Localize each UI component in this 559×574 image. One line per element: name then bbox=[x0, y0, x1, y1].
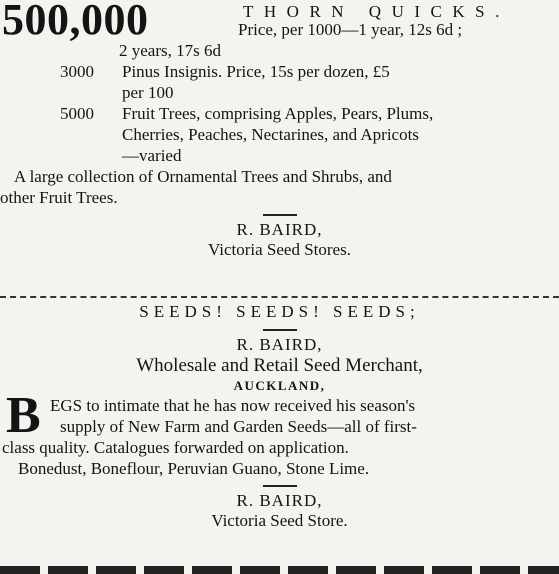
merchant-place: AUCKLAND, bbox=[233, 378, 326, 393]
closing-signature-name: R. BAIRD, bbox=[236, 491, 323, 510]
fruit-qty: 5000 bbox=[60, 104, 94, 123]
quantity-headline: 500,000 bbox=[2, 0, 149, 44]
pinus-item bbox=[0, 61, 559, 103]
bottom-border bbox=[0, 566, 559, 574]
drop-cap: B bbox=[6, 387, 41, 444]
fruit-line-1: Fruit Trees, comprising Apples, Pears, Plums, bbox=[122, 104, 434, 123]
fruit-item bbox=[0, 103, 559, 166]
merchant-name: R. BAIRD, bbox=[236, 335, 323, 354]
signature-rule bbox=[263, 214, 297, 216]
advertisement-divider bbox=[0, 296, 559, 298]
signature-place: Victoria Seed Stores. bbox=[208, 240, 351, 259]
thorn-price-line-1: Price, per 1000—1 year, 12s 6d ; bbox=[238, 20, 463, 39]
collection-line-2: other Fruit Trees. bbox=[0, 188, 118, 207]
begs-line-1: EGS to intimate that he has now received his season's bbox=[50, 396, 416, 415]
fruit-line-3: —varied bbox=[122, 146, 182, 165]
closing-rule bbox=[263, 485, 297, 487]
thorn-quicks-heading: THORN QUICKS. bbox=[243, 2, 510, 21]
seeds-heading: SEEDS! SEEDS! SEEDS; bbox=[139, 302, 420, 321]
pinus-qty: 3000 bbox=[60, 62, 94, 81]
pinus-line-2: per 100 bbox=[122, 83, 174, 102]
collection-paragraph bbox=[0, 166, 559, 208]
thorn-quicks-advertisement bbox=[0, 0, 559, 260]
begs-line-4: Bonedust, Boneflour, Peruvian Guano, Stone Lime. bbox=[18, 459, 370, 478]
begs-paragraph bbox=[0, 387, 559, 444]
closing-signature-place: Victoria Seed Store. bbox=[211, 511, 348, 530]
collection-line-1: A large collection of Ornamental Trees and Shrubs, and bbox=[14, 167, 392, 186]
heading-rule bbox=[263, 329, 297, 331]
begs-line-3: class quality. Catalogues forwarded on application. bbox=[2, 438, 349, 457]
pinus-line-1: Pinus Insignis. Price, 15s per dozen, £5 bbox=[122, 62, 390, 81]
seeds-advertisement bbox=[0, 301, 559, 531]
signature-name: R. BAIRD, bbox=[236, 220, 323, 239]
merchant-title: Wholesale and Retail Seed Merchant, bbox=[136, 355, 423, 376]
fruit-line-2: Cherries, Peaches, Nectarines, and Apricots bbox=[122, 125, 419, 144]
thorn-price-line-2: 2 years, 17s 6d bbox=[119, 41, 221, 60]
ad1-header bbox=[0, 0, 559, 44]
begs-line-2: supply of New Farm and Garden Seeds—all of first- bbox=[60, 417, 417, 436]
